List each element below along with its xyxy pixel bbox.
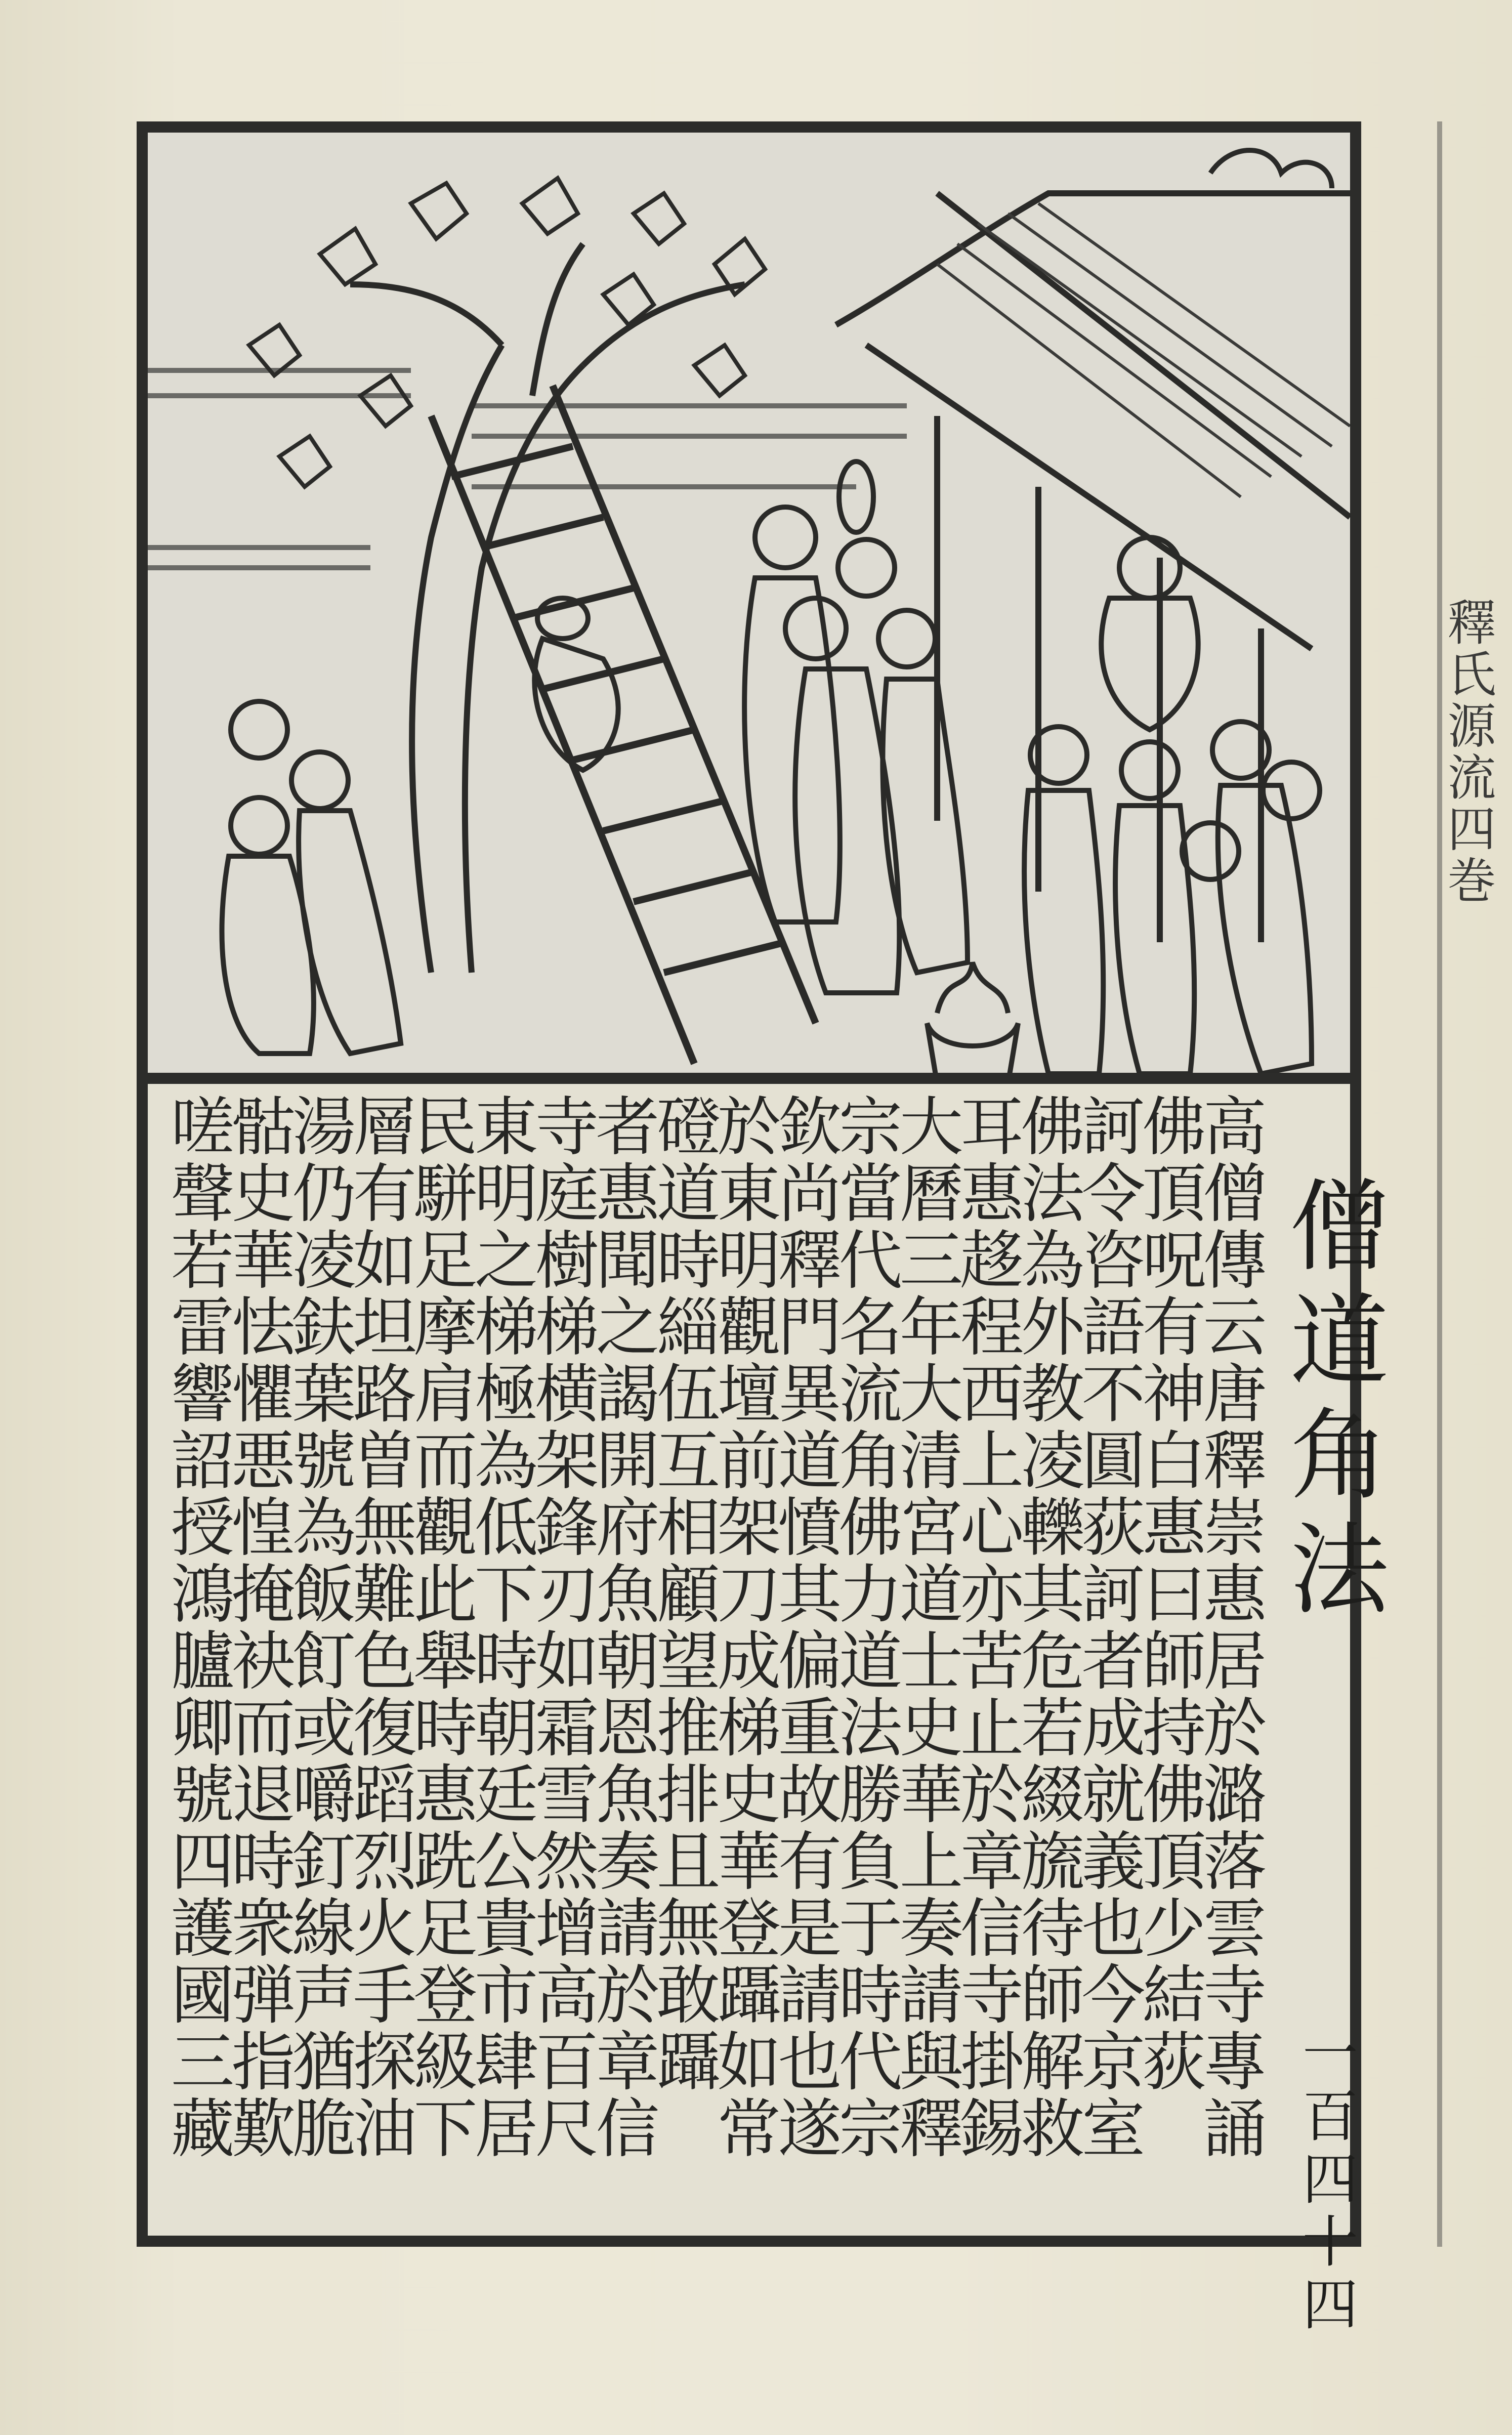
text-column: 佛法為外教凌轢其危若綴旒待師解救 <box>1011 1093 1085 2162</box>
text-column: 宗當代名流角佛力道法勝負于時代宗 <box>828 1093 903 2162</box>
text-column: 大曆三年大清宮道士史華上奏請與釋 <box>889 1093 963 2162</box>
text-column: 者惠聞之謁開府魚朝恩魚奏請於章信 <box>585 1093 660 2162</box>
text-column: 訶令咨語不圓荻訶者成就義也今京室 <box>1071 1093 1146 2162</box>
text-column: 高僧傳云唐釋崇惠居於潞落雲寺專誦 <box>1193 1093 1267 2162</box>
text-column: 磴道時緇伍互相顧望推排且無敢躡 <box>646 1093 721 2095</box>
text-column: 民駢足摩肩而觀此舉時惠跣足登級下 <box>403 1093 478 2162</box>
text-column: 湯仍凌鈇葉號為飯飣或嚼釘線声猶脆 <box>282 1093 356 2162</box>
chapter-title: 僧道角法 <box>1273 1174 1389 1631</box>
margin-rule <box>1437 121 1442 2247</box>
text-column: 嗟聲若雷響詔授鴻臚卿號四護國三藏 <box>160 1093 235 2162</box>
text-column: 欽尚釋門異道憤其偏重故有是請也遂 <box>768 1093 842 2162</box>
margin-caption: 釋氏源流四巻 <box>1440 597 1496 907</box>
section-number: 一百四十四 <box>1293 2024 1358 2338</box>
text-column: 骷史華怯懼悪惶掩袂而退時衆弾指歎 <box>221 1093 296 2162</box>
text-column: 層有如坦路曽無難色復蹈烈火手探油 <box>343 1093 417 2162</box>
text-column: 東明之梯極為低下時朝廷公貴市肆居 <box>464 1093 538 2162</box>
text-column: 於東明觀壇前架刀成梯史華登躡如常 <box>707 1093 781 2162</box>
text-column: 寺庭樹梯横架鋒刃如霜雪然增高百尺 <box>525 1093 599 2162</box>
woodblock-illustration <box>148 133 1350 1084</box>
text-block <box>157 1093 1389 2338</box>
text-column: 佛頂呪有神白惠曰師持佛頂少結荻 <box>1132 1093 1206 2095</box>
text-column: 耳惠趍程西上心亦苦止於章信寺掛錫 <box>950 1093 1024 2162</box>
illustration-drawing <box>148 133 1350 1084</box>
